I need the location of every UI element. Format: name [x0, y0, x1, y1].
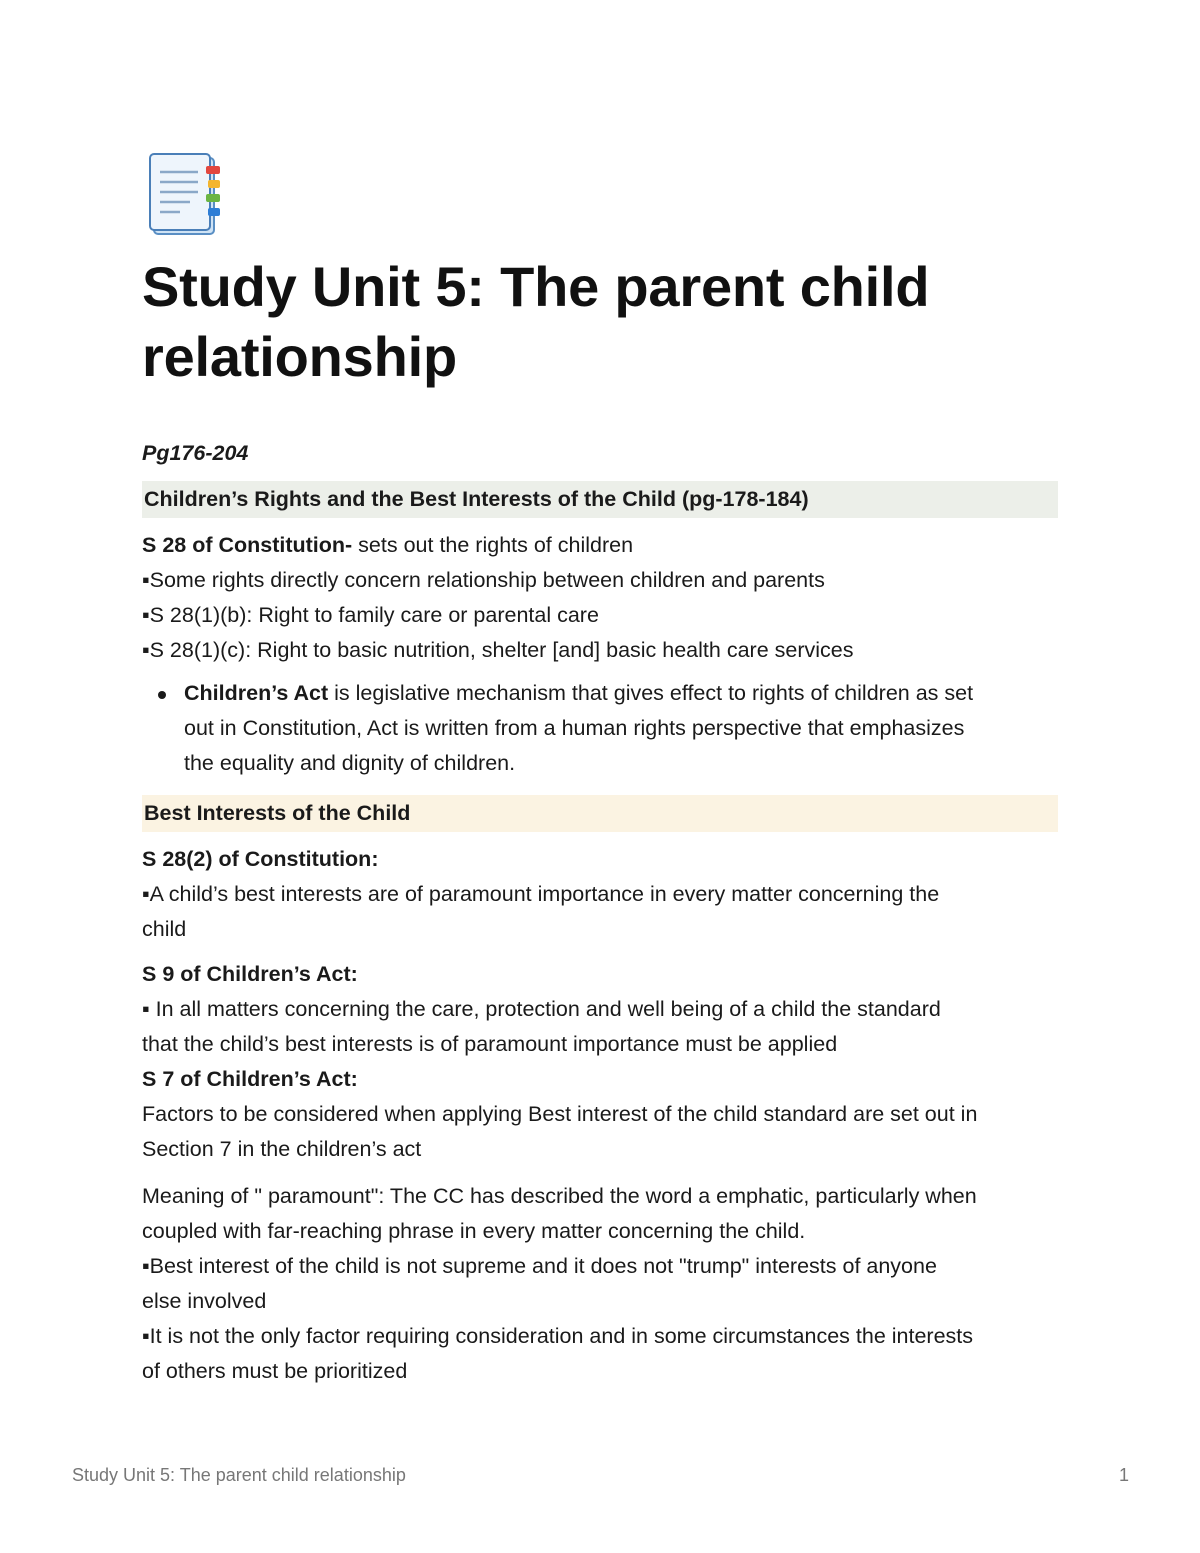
list-item: Children’s Act is legislative mechanism that gives effect to rights of children as set out in Constitution, Act is written from a human rights perspective that emphasizes the equality and dignity of children. [184, 676, 1058, 781]
page-number: 1 [1119, 1465, 1130, 1485]
document-body: Pg176-204 Children’s Rights and the Best Interests of the Child (pg-178-184) S 28 of Constitution- sets out the rights of children ▪Some rights directly concern relationship between children and parents ▪S 28(1)(b): Right to family care or parental care ▪S 28(1)(c): Right to basic nutrition, shelter [and] basic health care services Children’s Act is legislative mechanism that gives effect to rights of children as set out in Constitution, Act is written from a human rights perspective that emphasizes the equality and dignity of children. Best Interests of the Child S 28(2) of Constitution: ▪A child’s best interests are of paramount importance in every matter concerning the child S 9 of Children’s Act: ▪ In all matters concerning the care, protection and well being of a child the standard that the child’s best interests is of paramount importance must be applied S 7 of Children’s Act: Factors to be considered when applying Best interest of the child standard are set out in Section 7 in the children’s act Meaning of " paramount": The CC has described the word a emphatic, particularly when coupled with far-reaching phrase in every matter concerning the child. ▪Best interest of the child is not supreme and it does not "trump" interests of anyone else involved ▪It is not the only factor requiring consideration and in some circumstances the interests of others must be prioritized [142, 436, 1058, 1389]
section-heading-childrens-rights: Children’s Rights and the Best Interests of the Child (pg-178-184) [142, 481, 1058, 518]
rights-line: ▪S 28(1)(b): Right to family care or parental care [142, 603, 599, 627]
page-title: Study Unit 5: The parent child relationship [142, 255, 930, 388]
paramount-meaning: Meaning of " paramount": The CC has described the word a emphatic, particularly when [142, 1184, 977, 1208]
footer-title: Study Unit 5: The parent child relationship [72, 1465, 406, 1485]
rights-line: ▪Some rights directly concern relationship between children and parents [142, 568, 825, 592]
s28-label: S 28 of Constitution- [142, 533, 353, 557]
rights-line: ▪S 28(1)(c): Right to basic nutrition, shelter [and] basic health care services [142, 638, 854, 662]
s28-line [142, 528, 1058, 563]
childrens-act-label: Children’s Act [184, 681, 329, 705]
page-range: Pg176-204 [142, 441, 249, 465]
s28-text: sets out the rights of children [352, 533, 634, 557]
s7-label: S 7 of Children’s Act: [142, 1067, 358, 1091]
s28-2-label: S 28(2) of Constitution: [142, 847, 379, 871]
notebook-icon [146, 152, 222, 236]
bullet-list [142, 676, 1058, 781]
section-heading-best-interests: Best Interests of the Child [142, 795, 1058, 832]
bullet-dot-icon [158, 691, 166, 699]
s9-label: S 9 of Children’s Act: [142, 962, 358, 986]
